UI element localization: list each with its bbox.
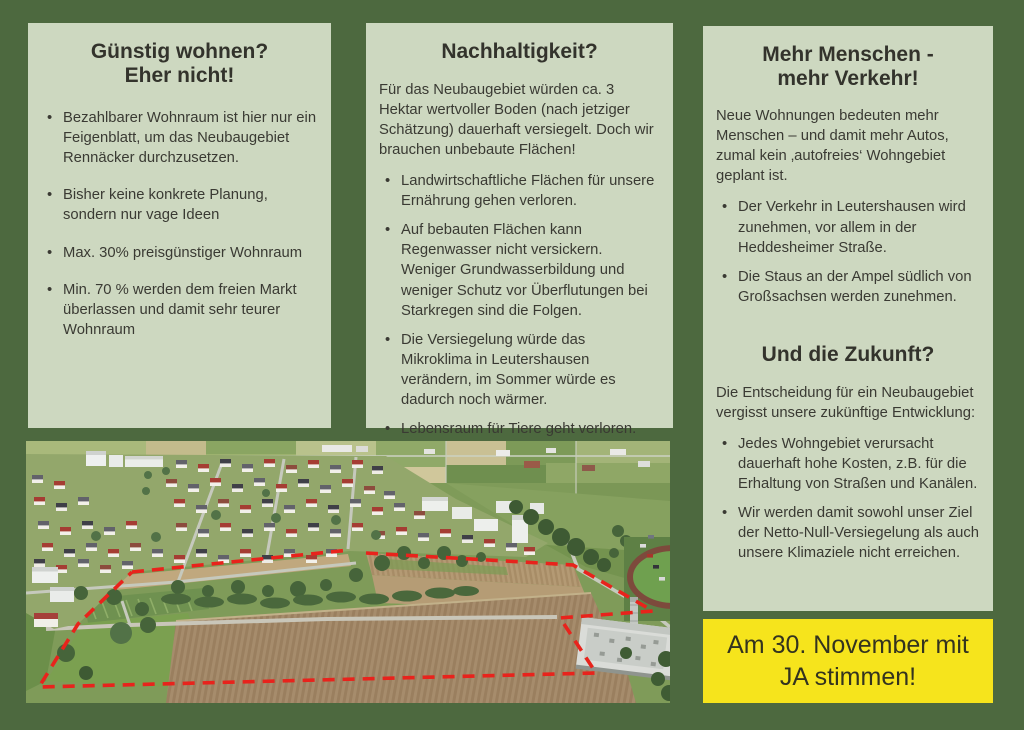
bullet-item: • Die Versiegelung würde das Mikroklima in Leutershausen verändern, im Sommer würde es dadurch noch wärmer. bbox=[379, 330, 660, 410]
bullet-item: • Jedes Wohngebiet verursacht dauerhaft hohe Kosten, z.B. für die Erhaltung von Straßen und Kanälen. bbox=[716, 434, 980, 494]
bullet-item: • Auf bebauten Flächen kann Regenwasser nicht versickern. Weniger Grundwasserbildung und weniger Schutz vor Überflutungen bei Starkregen sind die Folgen. bbox=[379, 220, 660, 321]
bullet-item: • Wir werden damit sowohl unser Ziel der Netto-Null-Versiegelung als auch unsere Klimaziele nicht erreichen. bbox=[716, 503, 980, 563]
bullet-item: • Bisher keine konkrete Planung, sondern nur vage Ideen bbox=[41, 185, 318, 225]
cta-line-1: Am 30. November mit bbox=[727, 631, 969, 659]
intro-nachhaltigkeit: Für das Neubaugebiet würden ca. 3 Hektar wertvoller Boden (nach jetziger Schätzung) dauerhaft versiegelt. Doch wir brauchen unbebaute Flächen! bbox=[379, 81, 654, 158]
aerial-photo bbox=[26, 441, 670, 703]
bullet-item: • Die Staus an der Ampel südlich von Großsachsen werden zunehmen. bbox=[716, 267, 980, 307]
title-line-1: Mehr Menschen - bbox=[762, 43, 934, 66]
panel-guenstig-wohnen bbox=[28, 23, 331, 428]
bullet-item: • Min. 70 % werden dem freien Markt überlassen und damit sehr teurer Wohnraum bbox=[41, 280, 318, 340]
panel-title-guenstig-wohnen bbox=[41, 40, 318, 87]
intro-zukunft: Die Entscheidung für ein Neubaugebiet vergisst unsere zukünftige Entwicklung: bbox=[716, 384, 976, 421]
bullet-list-traffic bbox=[716, 197, 980, 307]
bullet-item: • Landwirtschaftliche Flächen für unsere Ernährung gehen verloren. bbox=[379, 171, 660, 211]
panel-title-nachhaltigkeit: Nachhaltigkeit? bbox=[441, 40, 598, 63]
section-zukunft bbox=[716, 343, 980, 563]
cta-line-2: JA stimmen! bbox=[779, 663, 917, 691]
bullet-item: • Max. 30% preisgünstiger Wohnraum bbox=[41, 243, 318, 263]
bullet-item: • Lebensraum für Tiere geht verloren. bbox=[379, 419, 660, 439]
bullet-list-future bbox=[716, 434, 980, 564]
panel-verkehr-und-zukunft bbox=[703, 26, 993, 611]
panel-title-zukunft: Und die Zukunft? bbox=[761, 343, 935, 367]
vote-yes-banner bbox=[703, 619, 993, 703]
intro-verkehr: Neue Wohnungen bedeuten mehr Menschen – und damit mehr Autos, zumal kein ‚autofreies‘ Wohngebiet geplant ist. bbox=[716, 108, 949, 185]
panel-title-verkehr bbox=[716, 43, 980, 90]
title-line-2: mehr Verkehr! bbox=[777, 66, 919, 90]
bullet-list-sustainability bbox=[379, 171, 660, 439]
title-line-1: Günstig wohnen? bbox=[90, 40, 269, 63]
bullet-item: • Der Verkehr in Leutershausen wird zunehmen, vor allem in der Heddesheimer Straße. bbox=[716, 197, 980, 257]
bullet-list-affordable bbox=[41, 108, 318, 340]
aerial-photo-svg bbox=[26, 441, 670, 703]
bullet-item: • Bezahlbarer Wohnraum ist hier nur ein Feigenblatt, um das Neubaugebiet Rennäcker durchzusetzen. bbox=[41, 108, 318, 168]
title-line-2: Eher nicht! bbox=[124, 63, 235, 87]
panel-nachhaltigkeit bbox=[366, 23, 673, 438]
